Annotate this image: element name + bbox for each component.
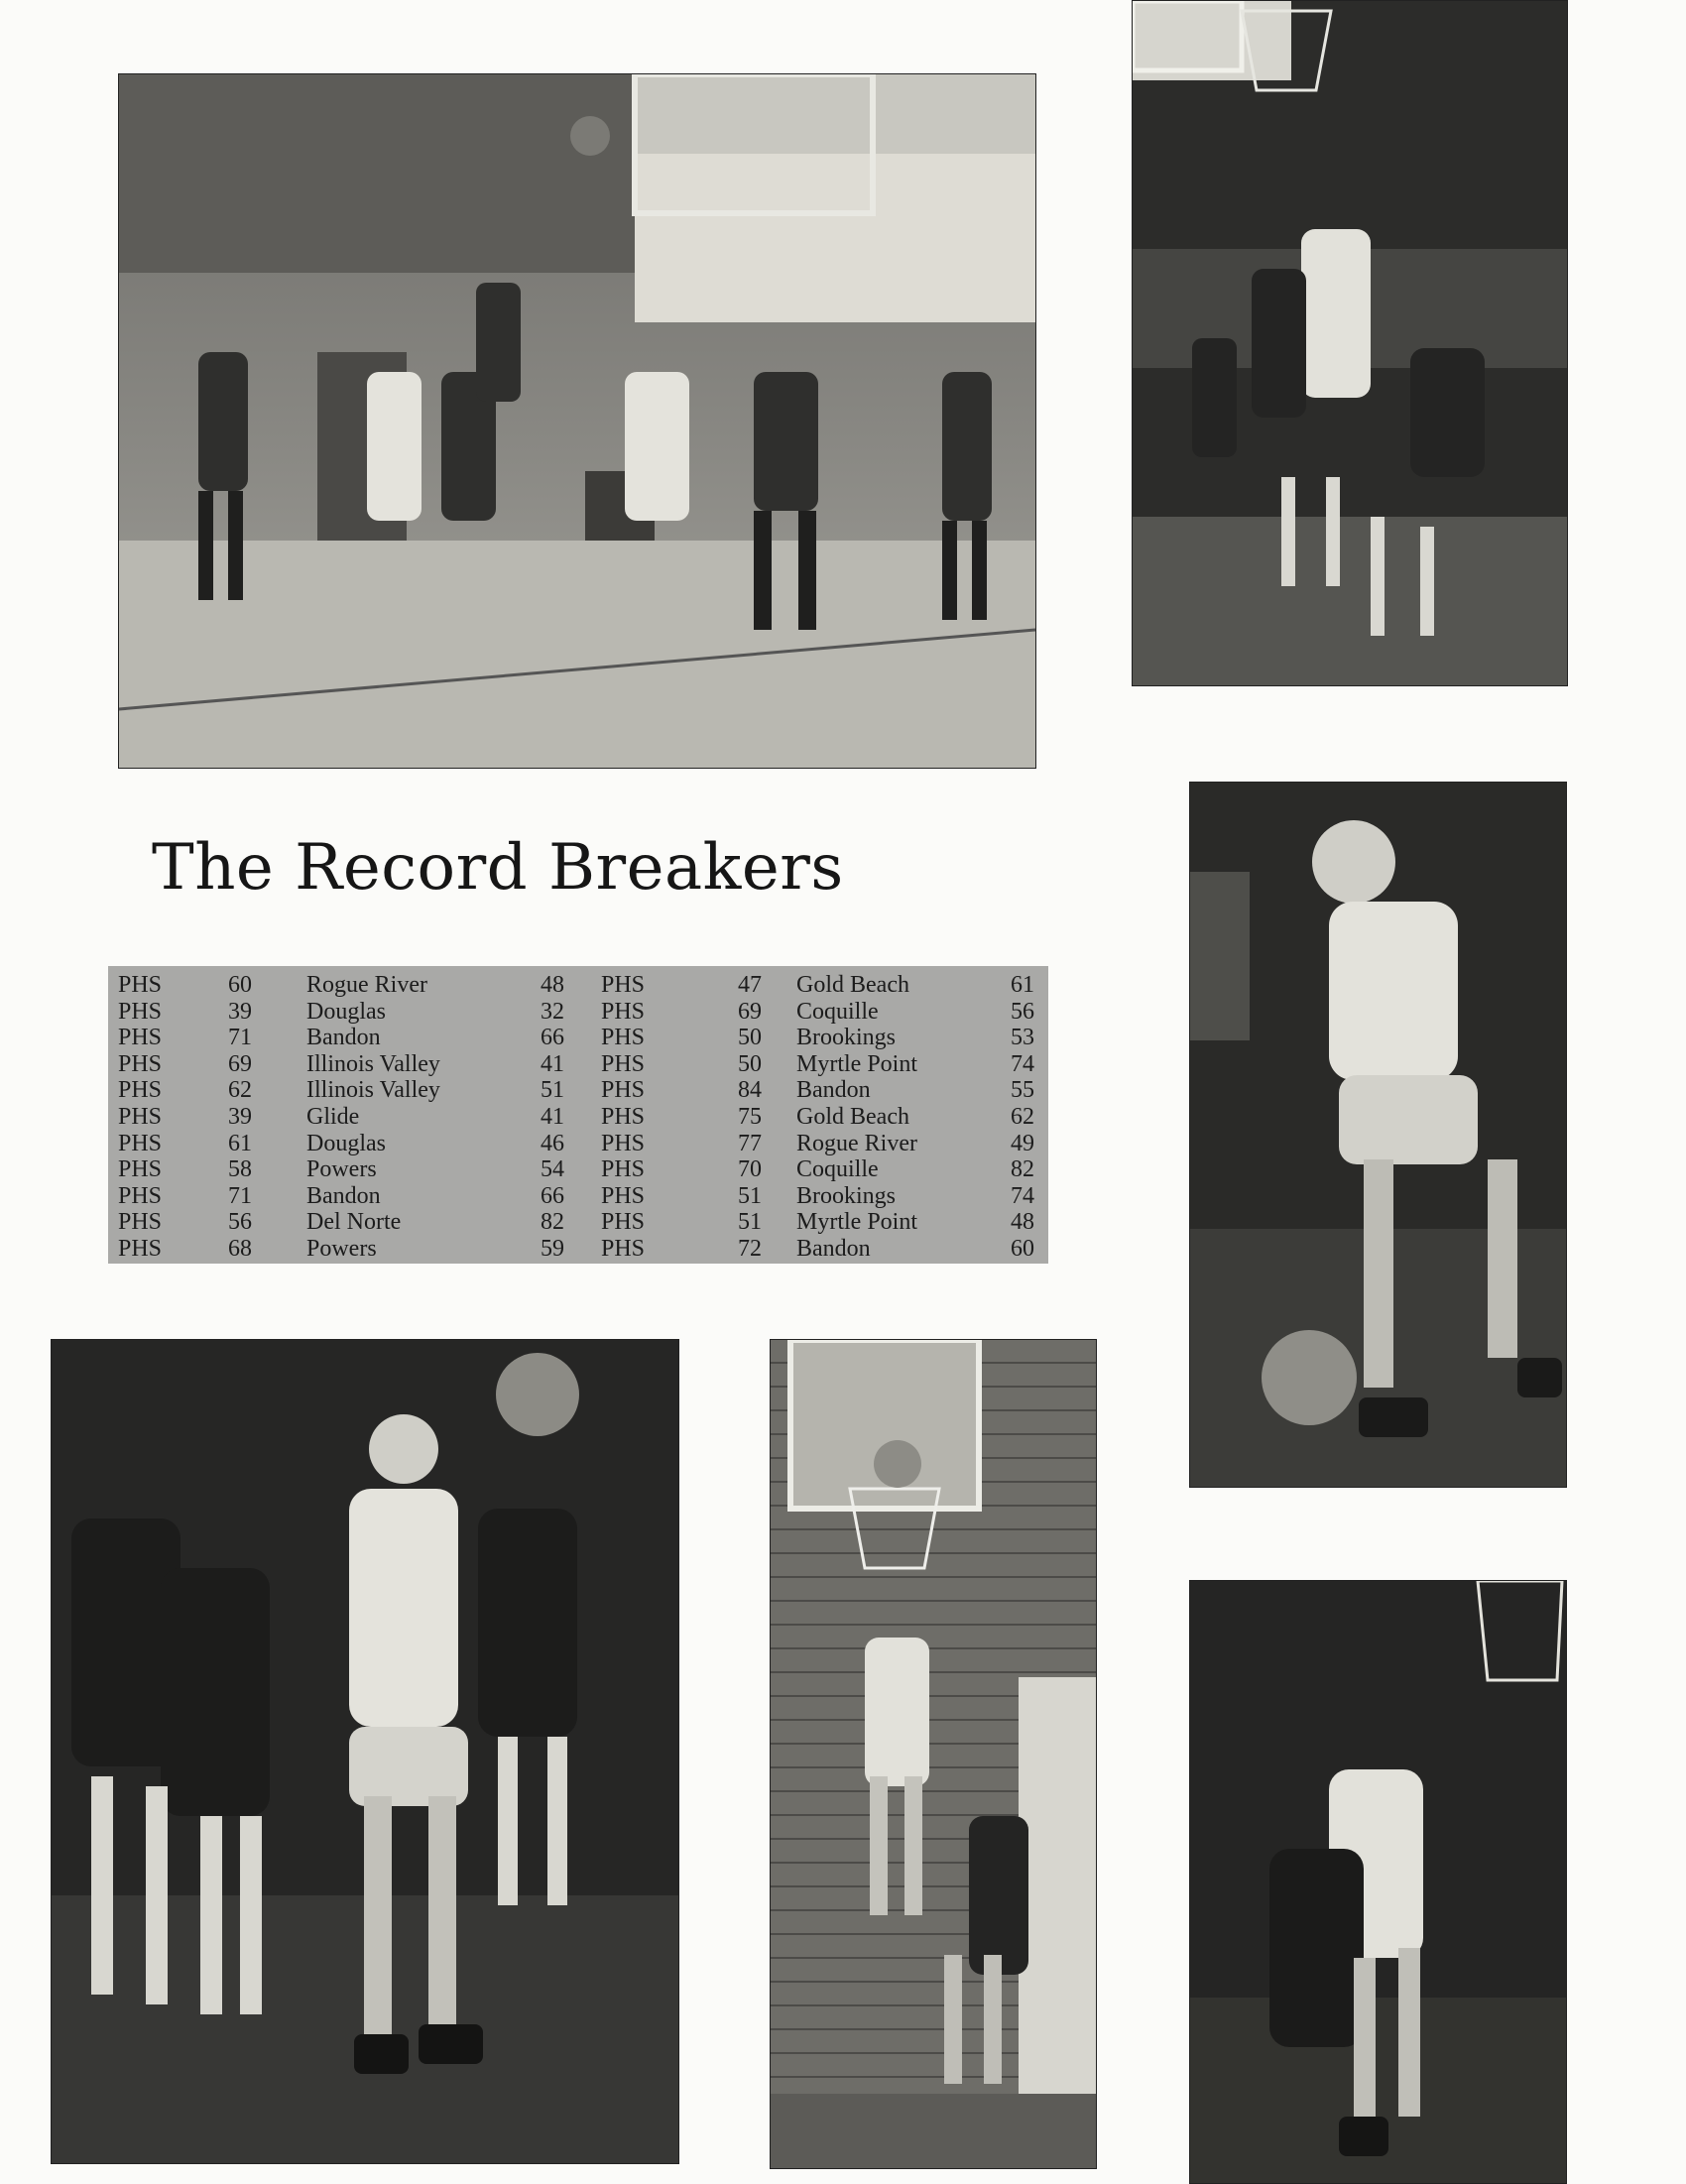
score-row — [578, 1104, 1048, 1131]
team-label: PHS — [118, 972, 163, 998]
team-label: PHS — [118, 1050, 163, 1077]
opponent-name: Bandon — [306, 1025, 381, 1051]
score-row — [578, 1025, 1048, 1051]
opponent-score: 66 — [541, 1182, 564, 1209]
scores-column-left — [108, 972, 578, 1263]
opponent-name: Rogue River — [306, 972, 427, 998]
opponent-score: 61 — [1011, 972, 1034, 998]
score-row — [108, 1236, 578, 1263]
team-score: 62 — [228, 1077, 252, 1104]
score-row — [108, 1025, 578, 1051]
score-row — [108, 999, 578, 1026]
opponent-score: 55 — [1011, 1077, 1034, 1104]
team-label: PHS — [601, 998, 646, 1025]
opponent-score: 82 — [541, 1209, 564, 1236]
opponent-name: Powers — [306, 1156, 377, 1183]
score-row — [108, 1183, 578, 1210]
team-label: PHS — [118, 1077, 163, 1104]
team-score: 58 — [228, 1156, 252, 1183]
opponent-name: Illinois Valley — [306, 1050, 440, 1077]
team-label: PHS — [118, 1025, 163, 1051]
opponent-name: Gold Beach — [796, 972, 909, 998]
score-row — [578, 972, 1048, 999]
opponent-score: 48 — [541, 972, 564, 998]
team-label: PHS — [118, 1209, 163, 1236]
team-label: PHS — [118, 1103, 163, 1130]
score-row — [578, 1051, 1048, 1078]
opponent-name: Gold Beach — [796, 1103, 909, 1130]
photo-layup-wood-wall — [770, 1339, 1097, 2169]
opponent-name: Coquille — [796, 998, 879, 1025]
team-label: PHS — [601, 1235, 646, 1262]
team-score: 84 — [738, 1077, 762, 1104]
score-row — [108, 1077, 578, 1104]
score-row — [108, 1104, 578, 1131]
photo-player-defensive-stance — [1189, 782, 1567, 1488]
opponent-score: 32 — [541, 998, 564, 1025]
team-score: 51 — [738, 1182, 762, 1209]
opponent-score: 62 — [1011, 1103, 1034, 1130]
opponent-name: Myrtle Point — [796, 1050, 918, 1077]
team-score: 69 — [228, 1050, 252, 1077]
score-row — [578, 1183, 1048, 1210]
opponent-name: Powers — [306, 1235, 377, 1262]
opponent-score: 74 — [1011, 1050, 1034, 1077]
opponent-name: Coquille — [796, 1156, 879, 1183]
photo-player-32-shot — [1189, 1580, 1567, 2184]
team-label: PHS — [118, 1156, 163, 1183]
team-label: PHS — [601, 1130, 646, 1156]
opponent-name: Douglas — [306, 998, 386, 1025]
opponent-score: 56 — [1011, 998, 1034, 1025]
opponent-score: 82 — [1011, 1156, 1034, 1183]
team-score: 71 — [228, 1182, 252, 1209]
opponent-name: Douglas — [306, 1130, 386, 1156]
score-row — [578, 1077, 1048, 1104]
score-row — [578, 1209, 1048, 1236]
opponent-name: Brookings — [796, 1182, 897, 1209]
team-label: PHS — [118, 998, 163, 1025]
scores-column-right — [578, 972, 1048, 1263]
team-label: PHS — [601, 1182, 646, 1209]
opponent-name: Rogue River — [796, 1130, 917, 1156]
photo-team-action-gym — [118, 73, 1036, 769]
team-score: 50 — [738, 1050, 762, 1077]
team-score: 77 — [738, 1130, 762, 1156]
opponent-score: 74 — [1011, 1182, 1034, 1209]
opponent-score: 66 — [541, 1025, 564, 1051]
opponent-score: 54 — [541, 1156, 564, 1183]
opponent-name: Myrtle Point — [796, 1209, 918, 1236]
team-score: 68 — [228, 1235, 252, 1262]
team-score: 75 — [738, 1103, 762, 1130]
opponent-score: 49 — [1011, 1130, 1034, 1156]
team-label: PHS — [118, 1182, 163, 1209]
team-score: 61 — [228, 1130, 252, 1156]
opponent-score: 51 — [541, 1077, 564, 1104]
opponent-score: 60 — [1011, 1235, 1034, 1262]
score-row — [108, 1131, 578, 1157]
team-score: 47 — [738, 972, 762, 998]
team-label: PHS — [601, 1209, 646, 1236]
opponent-name: Bandon — [796, 1077, 871, 1104]
team-score: 72 — [738, 1235, 762, 1262]
team-label: PHS — [601, 1050, 646, 1077]
team-score: 60 — [228, 972, 252, 998]
score-row — [578, 1131, 1048, 1157]
team-label: PHS — [118, 1235, 163, 1262]
team-score: 56 — [228, 1209, 252, 1236]
opponent-name: Glide — [306, 1103, 360, 1130]
team-label: PHS — [601, 972, 646, 998]
opponent-score: 46 — [541, 1130, 564, 1156]
score-row — [108, 1051, 578, 1078]
score-row — [108, 1156, 578, 1183]
team-score: 71 — [228, 1025, 252, 1051]
page-title: The Record Breakers — [152, 831, 844, 905]
photo-rebound-under-basket — [1132, 0, 1568, 686]
score-row — [108, 1209, 578, 1236]
team-score: 39 — [228, 1103, 252, 1130]
opponent-score: 53 — [1011, 1025, 1034, 1051]
score-row — [578, 999, 1048, 1026]
team-label: PHS — [601, 1077, 646, 1104]
opponent-score: 41 — [541, 1050, 564, 1077]
team-score: 70 — [738, 1156, 762, 1183]
photo-player-42-holding-ball — [51, 1339, 679, 2164]
team-score: 69 — [738, 998, 762, 1025]
opponent-score: 41 — [541, 1103, 564, 1130]
opponent-name: Bandon — [306, 1182, 381, 1209]
opponent-name: Illinois Valley — [306, 1077, 440, 1104]
score-row — [578, 1236, 1048, 1263]
opponent-score: 59 — [541, 1235, 564, 1262]
team-score: 51 — [738, 1209, 762, 1236]
score-row — [108, 972, 578, 999]
opponent-name: Bandon — [796, 1235, 871, 1262]
team-label: PHS — [601, 1025, 646, 1051]
score-row — [578, 1156, 1048, 1183]
team-score: 39 — [228, 998, 252, 1025]
opponent-score: 48 — [1011, 1209, 1034, 1236]
opponent-name: Brookings — [796, 1025, 897, 1051]
season-scores-table — [108, 966, 1048, 1264]
team-label: PHS — [118, 1130, 163, 1156]
team-label: PHS — [601, 1156, 646, 1183]
team-label: PHS — [601, 1103, 646, 1130]
opponent-name: Del Norte — [306, 1209, 402, 1236]
team-score: 50 — [738, 1025, 762, 1051]
